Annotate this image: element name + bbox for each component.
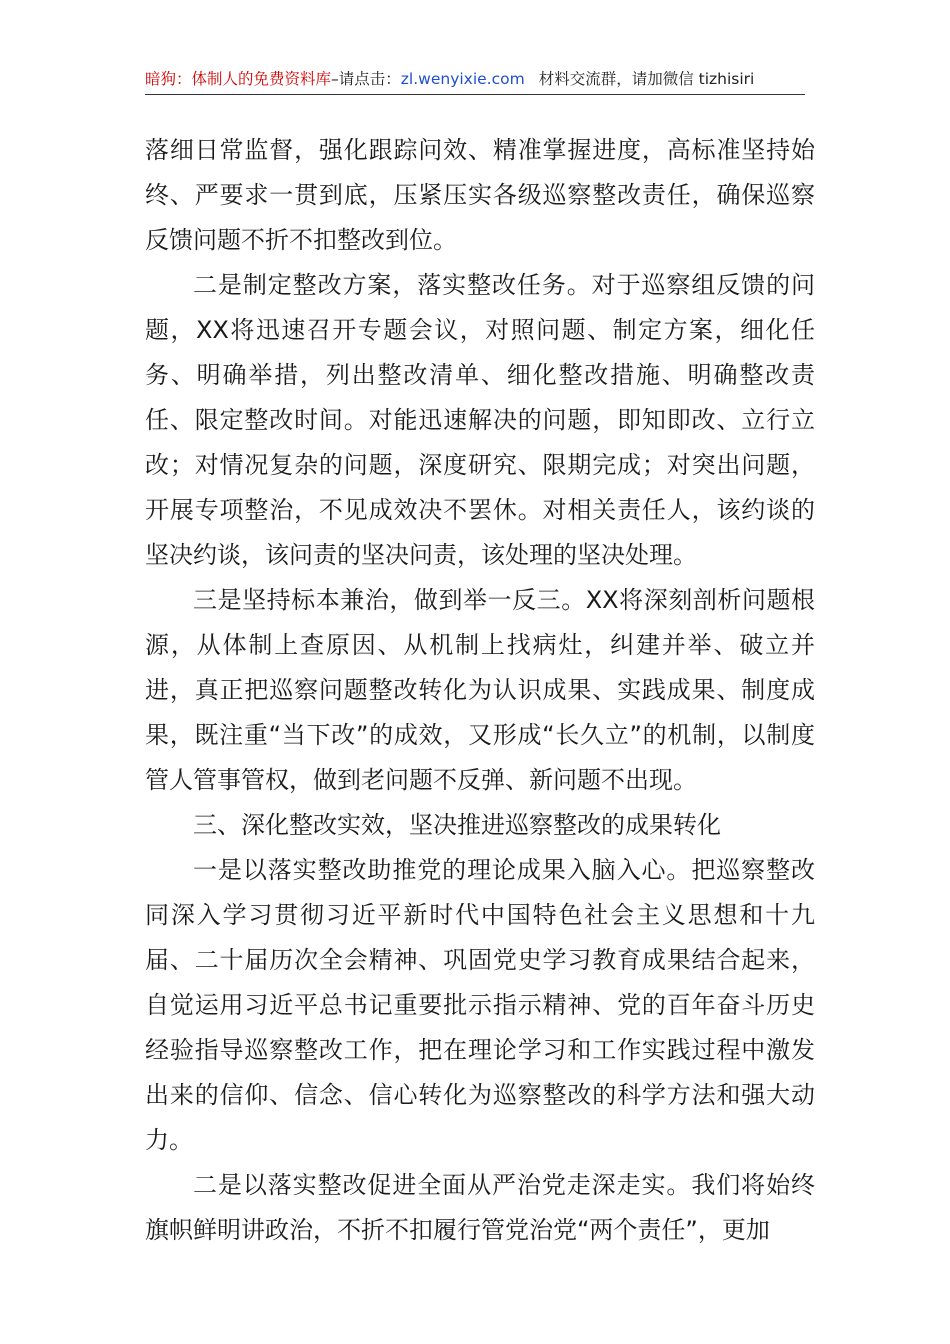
header-click-prompt: –请点击： (331, 70, 401, 88)
header-brand: 暗狗：体制人的免费资料库 (145, 70, 332, 88)
document-body (145, 128, 815, 1253)
paragraph-discipline: 二是以落实整改促进全面从严治党走深走实。我们将始终旗帜鲜明讲政治，不折不扣履行管党治党“两个责任”，更加 (145, 1171, 815, 1244)
paragraph-plan: 二是制定整改方案，落实整改任务。对于巡察组反馈的问题，XX将迅速召开专题会议，对照问题、制定方案，细化任务、明确举措，列出整改清单、细化整改措施、明确整改责任、限定整改时间。对能迅速解决的问题，即知即改、立行立改；对情况复杂的问题，深度研究、限期完成；对突出问题，开展专项整治，不见成效决不罢休。对相关责任人，该约谈的坚决约谈，该问责的坚决问责，该处理的坚决处理。 (145, 271, 815, 569)
paragraph-theory: 一是以落实整改助推党的理论成果入脑入心。把巡察整改同深入学习贯彻习近平新时代中国特色社会主义思想和十九届、二十届历次全会精神、巩固党史学习教育成果结合起来，自觉运用习近平总书记重要批示指示精神、党的百年奋斗历史经验指导巡察整改工作，把在理论学习和工作实践过程中激发出来的信仰、信念、信心转化为巡察整改的科学方法和强大动力。 (145, 856, 815, 1154)
header-group-note: 材料交流群，请加微信 tizhisiri (538, 70, 755, 88)
header-link[interactable]: zl.wenyixie.com (400, 70, 525, 88)
section-heading: 三、深化整改实效，坚决推进巡察整改的成果转化 (193, 811, 721, 839)
page-header (145, 64, 805, 95)
paragraph-root-cause: 三是坚持标本兼治，做到举一反三。XX将深刻剖析问题根源，从体制上查原因、从机制上找病灶，纠建并举、破立并进，真正把巡察问题整改转化为认识成果、实践成果、制度成果，既注重“当下改”的成效，又形成“长久立”的机制，以制度管人管事管权，做到老问题不反弹、新问题不出现。 (145, 586, 815, 794)
paragraph-continuation: 落细日常监督，强化跟踪问效、精准掌握进度，高标准坚持始终、严要求一贯到底，压紧压实各级巡察整改责任，确保巡察反馈问题不折不扣整改到位。 (145, 136, 815, 254)
